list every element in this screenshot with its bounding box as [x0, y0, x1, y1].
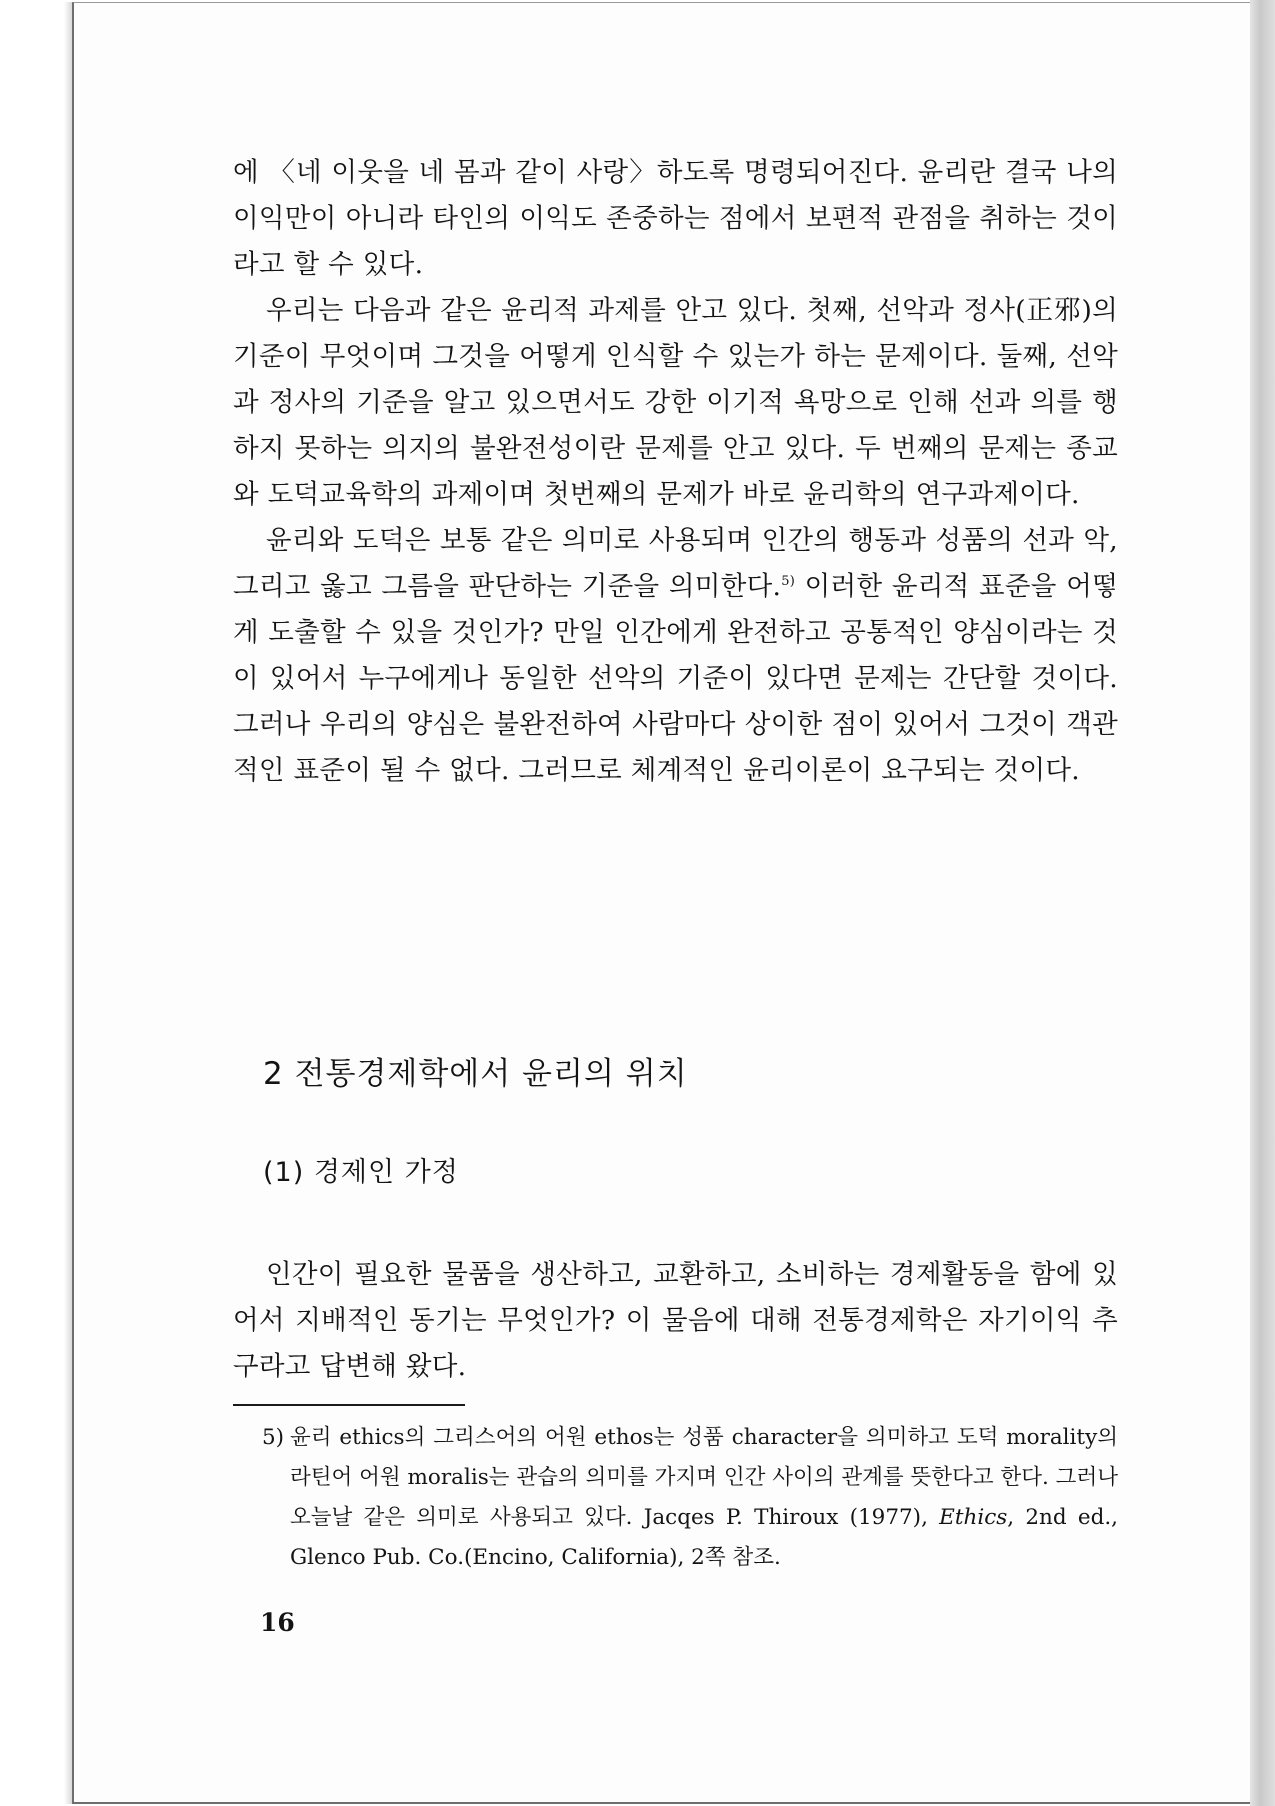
page-number: 16: [260, 1608, 295, 1637]
footnote-text: 윤리 ethics의 그리스어의 어원 ethos는 성품 character을 의미하고 도덕 morality의 라틴어 어원 moralis는 관습의 의미를 가지며 인간 사이의 관계를 뜻한다고 한다. 그러나 오늘날 같은 의미로 사용되고 있다. Jacqes P. Thiroux (1977),: [290, 1425, 1118, 1530]
paragraph: 인간이 필요한 물품을 생산하고, 교환하고, 소비하는 경제활동을 함에 있어서 지배적인 동기는 무엇인가? 이 물음에 대해 전통경제학은 자기이익 추구라고 답변해 왔다.: [233, 1259, 1118, 1382]
page-left-shadow: [64, 2, 72, 1804]
footnote: [262, 1418, 1118, 1578]
subsection-title: (1) 경제인 가정: [263, 1157, 459, 1188]
paragraph-text: 윤리와 도덕은 보통 같은 의미로 사용되며 인간의 행동과 성품의 선과 악, 그리고 옳고 그름을 판단하는 기준을 의미한다.: [233, 525, 1118, 602]
footnote-body: [262, 1418, 1118, 1578]
page-right-edge: [1250, 0, 1275, 1806]
section-title: 2 전통경제학에서 윤리의 위치: [263, 1056, 688, 1092]
footnote-ref[interactable]: 5): [781, 574, 796, 590]
footnote-divider: [233, 1404, 465, 1406]
paragraph: 에 〈네 이웃을 네 몸과 같이 사랑〉하도록 명령되어진다. 윤리란 결국 나의 이익만이 아니라 타인의 이익도 존중하는 점에서 보편적 관점을 취하는 것이라고 할 수 있다.: [233, 157, 1118, 280]
body-text-bottom: [233, 1252, 1118, 1390]
paragraph-text: 이러한 윤리적 표준을 어떻게 도출할 수 있을 것인가? 만일 인간에게 완전하고 공통적인 양심이라는 것이 있어서 누구에게나 동일한 선악의 기준이 있다면 문제는 간단할 것이다. 그러나 우리의 양심은 불완전하여 사람마다 상이한 점이 있어서 그것이 객관적인 표준이 될 수 없다. 그러므로 체계적인 윤리이론이 요구되는 것이다.: [233, 571, 1118, 786]
footnote-number: 5): [262, 1425, 285, 1450]
paragraph: 우리는 다음과 같은 윤리적 과제를 안고 있다. 첫째, 선악과 정사(正邪)의 기준이 무엇이며 그것을 어떻게 인식할 수 있는가 하는 문제이다. 둘째, 선악과 정사의 기준을 알고 있으면서도 강한 이기적 욕망으로 인해 선과 의를 행하지 못하는 의지의 불완전성이란 문제를 안고 있다. 두 번째의 문제는 종교와 도덕교육학의 과제이며 첫번째의 문제가 바로 윤리학의 연구과제이다.: [233, 295, 1118, 510]
footnote-book-title: Ethics: [939, 1505, 1008, 1530]
paragraph: [233, 518, 1118, 794]
body-text-top: [233, 150, 1118, 794]
footnote-text: , 2nd ed., Glenco Pub. Co.(Encino, California), 2쪽 참조.: [290, 1505, 1119, 1570]
